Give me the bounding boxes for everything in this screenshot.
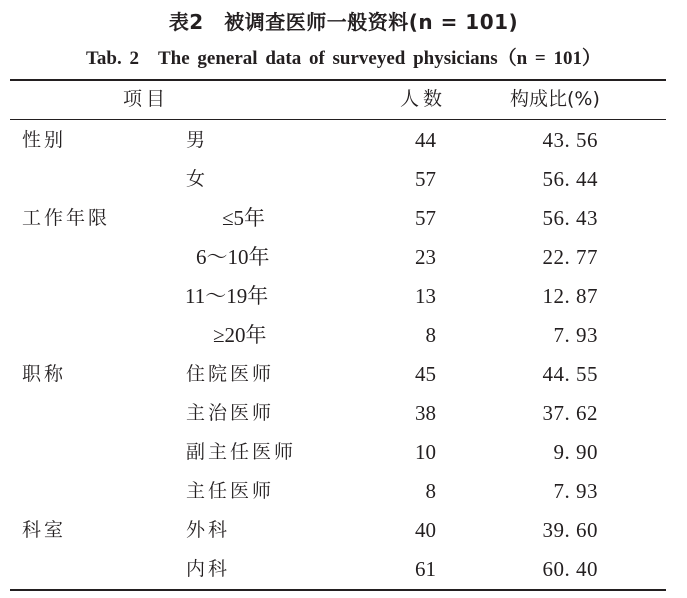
header-percent: 构成比(%) <box>510 88 600 110</box>
row-percent: 9. 90 <box>553 440 598 464</box>
table-row <box>10 472 666 511</box>
table-row <box>10 316 666 355</box>
row-percent: 37. 62 <box>542 401 598 425</box>
row-category: 性别 <box>22 129 67 151</box>
row-percent: 44. 55 <box>542 362 598 386</box>
row-category: 科室 <box>22 519 67 541</box>
header-rule <box>10 119 666 120</box>
table-row <box>10 238 666 277</box>
table-title-english: Tab. 2 The general data of surveyed physicians（n = 101） <box>86 48 601 69</box>
table-row <box>10 511 666 550</box>
table-row <box>10 160 666 199</box>
row-subitem: 男 <box>186 129 209 151</box>
row-percent: 12. 87 <box>542 284 598 308</box>
table-row <box>10 550 666 589</box>
table-title-chinese: 表2 被调查医师一般资料(n = 101) <box>168 10 519 34</box>
bottom-rule <box>10 589 666 591</box>
row-count: 8 <box>425 323 436 347</box>
table-row <box>10 355 666 394</box>
row-count: 23 <box>415 245 436 269</box>
row-count: 38 <box>415 401 436 425</box>
row-percent: 56. 43 <box>542 206 598 230</box>
row-subitem: 11～19年 <box>185 284 269 308</box>
row-percent: 43. 56 <box>542 128 598 152</box>
table-row <box>10 199 666 238</box>
row-count: 13 <box>415 284 436 308</box>
table-body <box>10 121 666 589</box>
top-rule <box>10 79 666 81</box>
row-percent: 56. 44 <box>542 167 598 191</box>
row-percent: 7. 93 <box>553 479 598 503</box>
row-subitem: 外科 <box>186 519 231 541</box>
row-category: 工作年限 <box>22 207 111 229</box>
table-row <box>10 394 666 433</box>
row-subitem: 副主任医师 <box>186 441 297 463</box>
row-count: 40 <box>415 518 436 542</box>
row-count: 57 <box>415 167 436 191</box>
row-percent: 60. 40 <box>542 557 598 581</box>
row-subitem: 6～10年 <box>196 245 270 269</box>
row-subitem: 主任医师 <box>186 480 275 502</box>
row-count: 45 <box>415 362 436 386</box>
row-category: 职称 <box>22 363 67 385</box>
row-subitem: 女 <box>186 168 209 190</box>
row-count: 10 <box>415 440 436 464</box>
row-percent: 7. 93 <box>553 323 598 347</box>
row-count: 61 <box>415 557 436 581</box>
header-count: 人数 <box>400 88 447 110</box>
row-subitem: 内科 <box>186 558 231 580</box>
row-subitem: 主治医师 <box>186 402 275 424</box>
table-row <box>10 121 666 160</box>
row-percent: 22. 77 <box>542 245 598 269</box>
row-count: 44 <box>415 128 436 152</box>
row-percent: 39. 60 <box>542 518 598 542</box>
row-subitem: ≥20年 <box>213 323 267 347</box>
row-subitem: 住院医师 <box>186 363 275 385</box>
row-subitem: ≤5年 <box>222 206 266 230</box>
header-item: 项目 <box>123 88 170 110</box>
row-count: 57 <box>415 206 436 230</box>
table-row <box>10 433 666 472</box>
row-count: 8 <box>425 479 436 503</box>
table-row <box>10 277 666 316</box>
